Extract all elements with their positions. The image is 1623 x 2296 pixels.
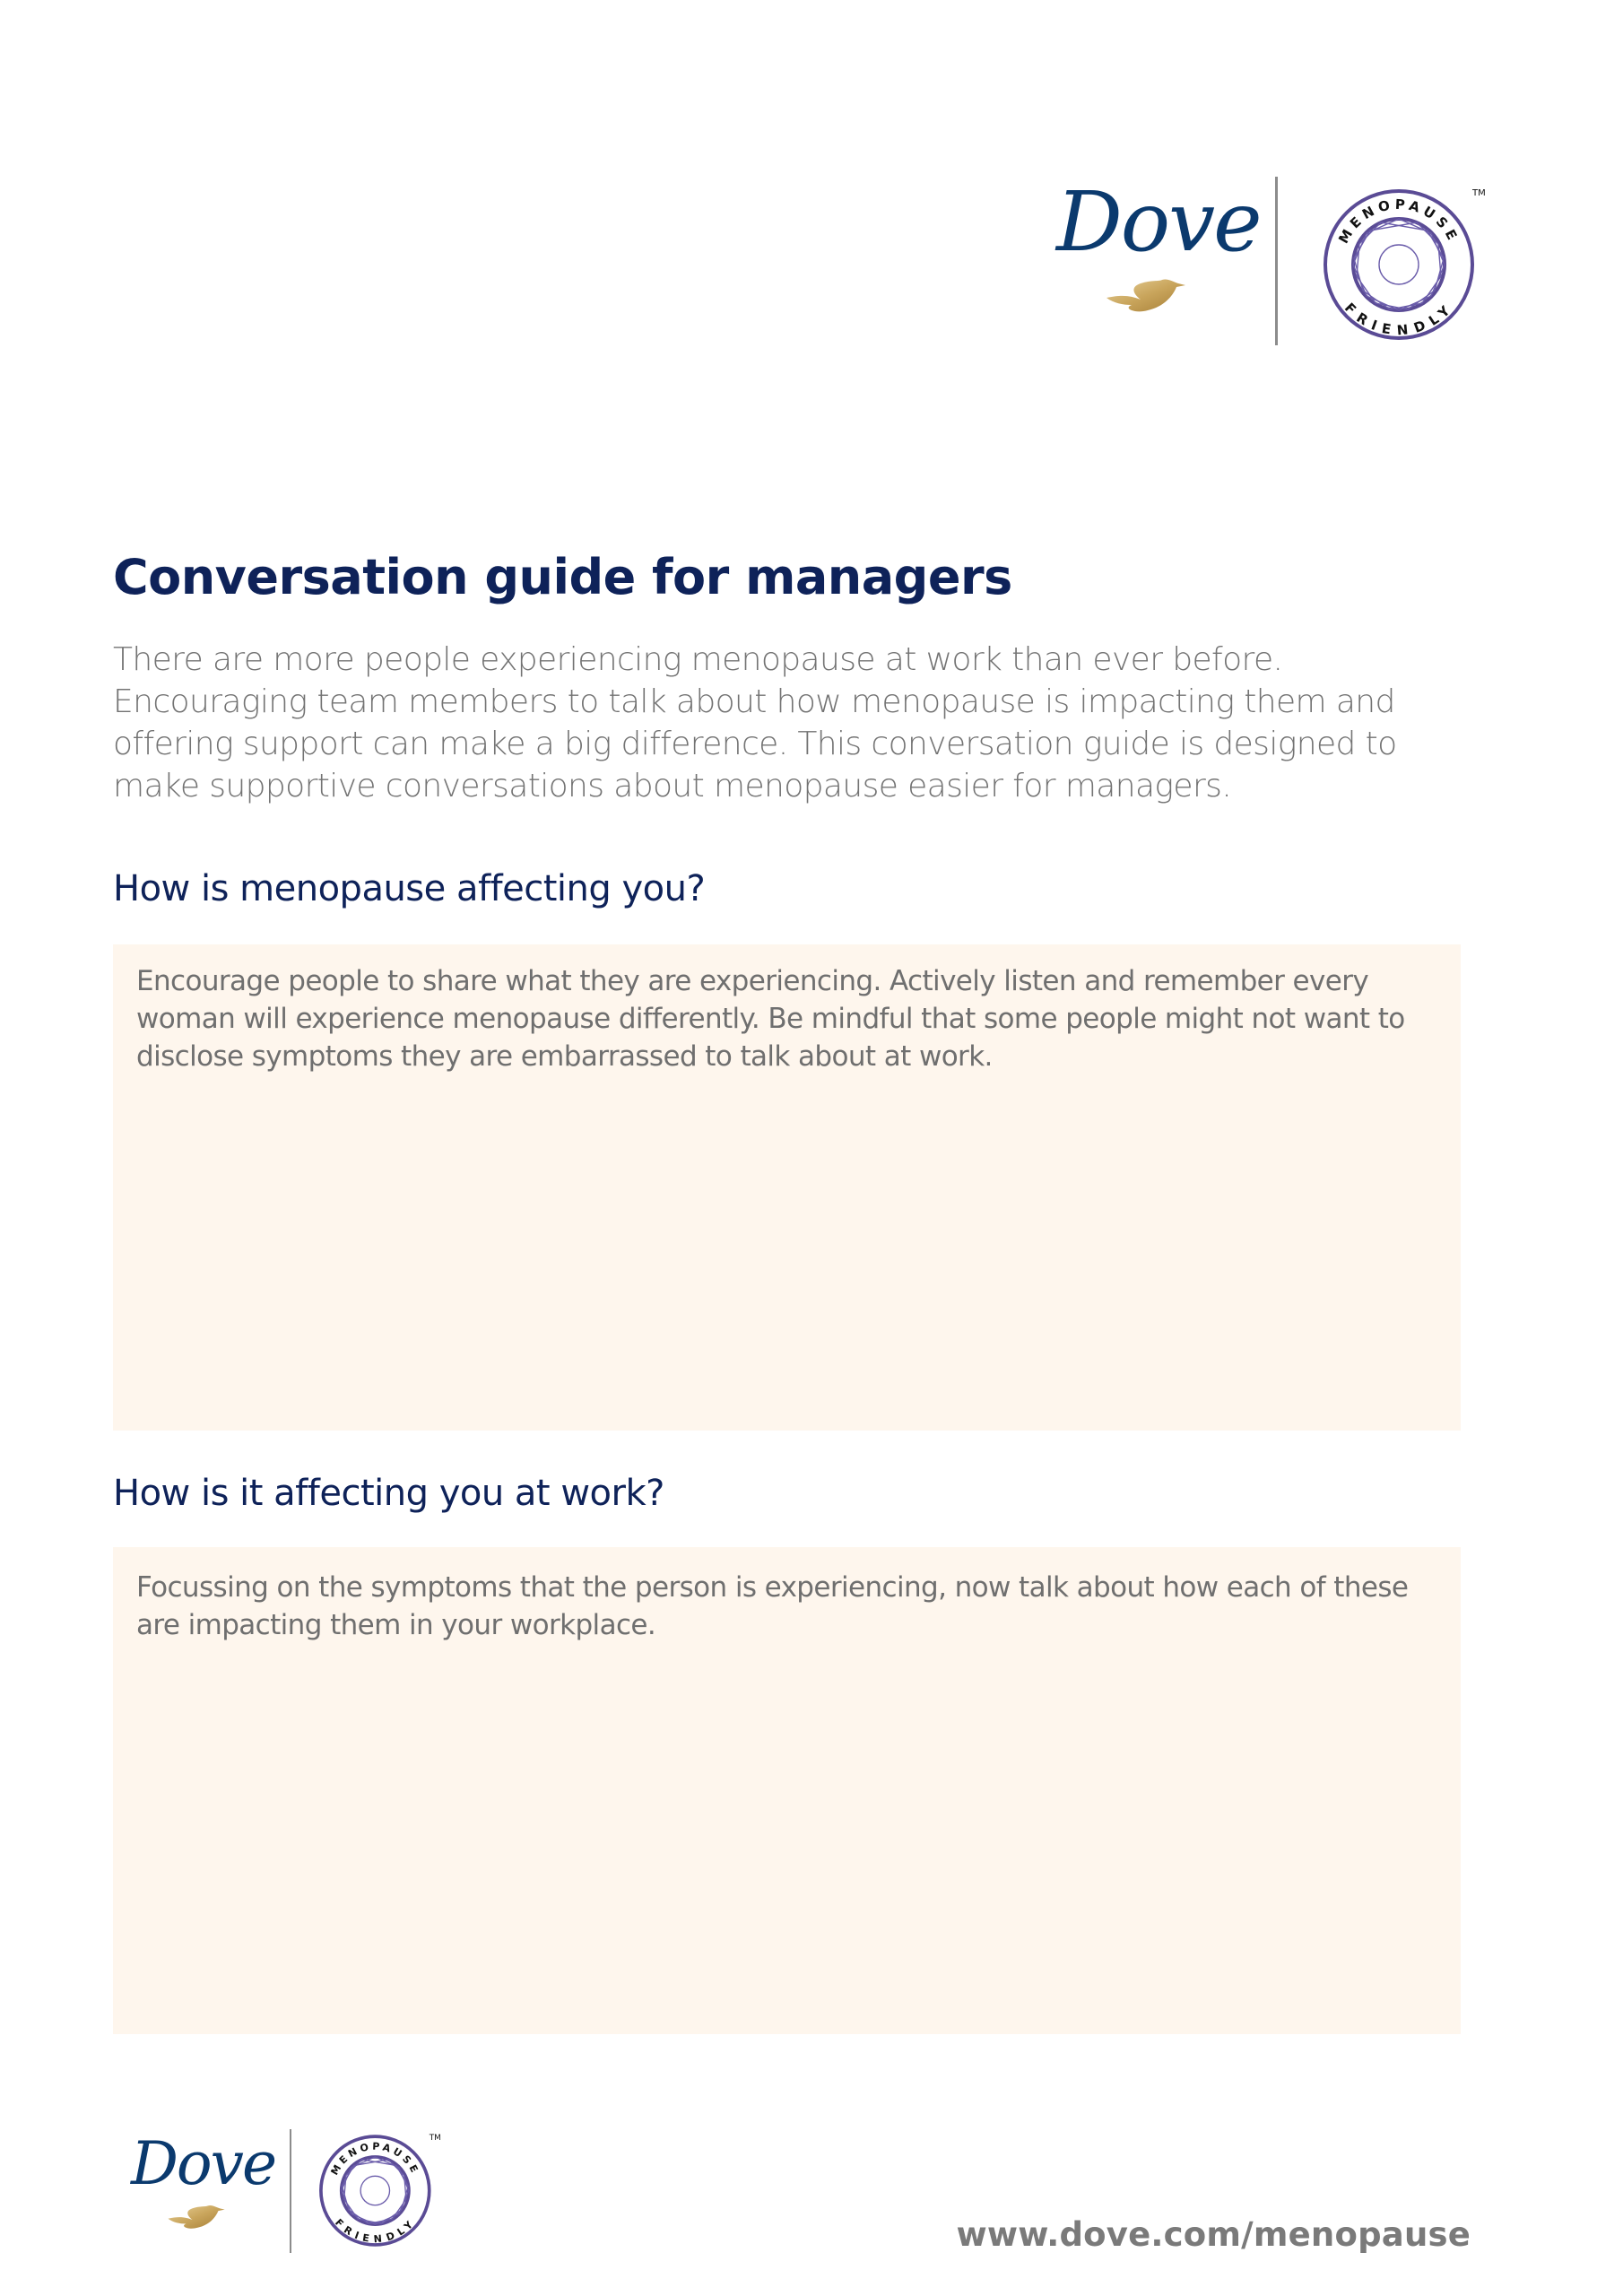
svg-text:MENOPAUSE: MENOPAUSE — [1335, 196, 1462, 247]
section-heading-affecting-work: How is it affecting you at work? — [113, 1473, 664, 1514]
notes-box-affecting-work[interactable] — [113, 1547, 1461, 2034]
page-title: Conversation guide for managers — [113, 549, 1012, 605]
notes-box-affecting-you[interactable] — [113, 944, 1461, 1431]
menopause-friendly-badge-icon — [1318, 181, 1488, 352]
header-logo — [1049, 170, 1497, 359]
intro-paragraph: There are more people experiencing menopause at work than ever before. Encouraging team members to talk about how menopause is impacting them and offering support can make a big difference. This conversation guide is designed to make supportive conversations about menopause easier for managers. — [113, 641, 1397, 804]
footer-logo — [117, 2117, 457, 2269]
dove-bird-icon — [167, 2203, 226, 2233]
logo-divider — [1275, 177, 1278, 345]
svg-text:TM: TM — [1472, 188, 1486, 198]
dove-wordmark: Dove — [1056, 174, 1261, 270]
logo-divider — [290, 2129, 291, 2253]
svg-text:FRIENDLY: FRIENDLY — [332, 2216, 418, 2246]
prompt-text: Encourage people to share what they are experiencing. Actively listen and remember every woman will experience menopause differently. Be mindful that some people might not want to disclose symptoms they are embarrassed to talk about at work. — [136, 965, 1405, 1073]
svg-text:TM: TM — [429, 2133, 441, 2143]
menopause-friendly-badge-icon — [316, 2129, 441, 2255]
dove-bird-icon — [1105, 276, 1187, 317]
section-heading-affecting-you: How is menopause affecting you? — [113, 868, 706, 909]
dove-wordmark: Dove — [131, 2129, 275, 2198]
website-link[interactable]: www.dove.com/menopause — [956, 2215, 1471, 2254]
svg-text:MENOPAUSE: MENOPAUSE — [328, 2140, 422, 2178]
prompt-text: Focussing on the symptoms that the person is experiencing, now talk about how each of these are impacting them in your workplace. — [136, 1571, 1409, 1641]
svg-text:FRIENDLY: FRIENDLY — [1341, 300, 1457, 339]
